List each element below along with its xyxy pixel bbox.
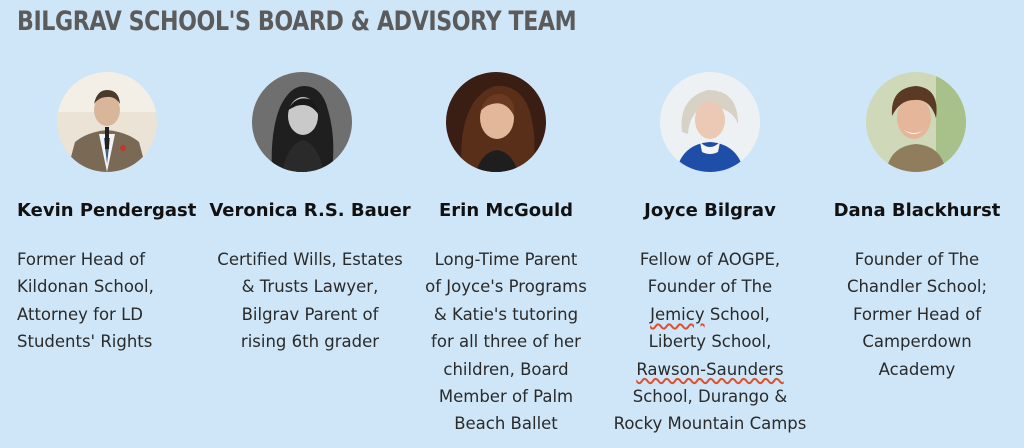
bio-line [605, 383, 815, 410]
slide-title: BILGRAV SCHOOL'S BOARD & ADVISORY TEAM [17, 6, 577, 37]
bio-text: School, Durango & [632, 387, 788, 407]
bio-line: of Joyce's Programs [425, 277, 587, 297]
bio-line: Former Head of [17, 250, 146, 269]
member-name: Veronica R.S. Bauer [209, 200, 411, 221]
bio-line: & Katie's tutoring [433, 304, 579, 324]
bio-line: Long-Time Parent [434, 250, 578, 269]
bio-line [605, 246, 815, 273]
woman-portrait-icon [446, 72, 546, 172]
member-name: Erin McGould [438, 200, 573, 221]
bio-line [605, 301, 815, 328]
bio-line: Bilgrav Parent of [241, 304, 379, 324]
member-bio [812, 246, 1022, 383]
bio-text: Founder of The [647, 277, 773, 297]
member-name: Joyce Bilgrav [644, 200, 776, 221]
bio-line [605, 356, 815, 383]
bio-line: Academy [878, 359, 956, 379]
bio-text: Rocky Mountain Camps [613, 414, 807, 434]
member-bio [17, 246, 227, 356]
bio-line: Students' Rights [17, 332, 153, 352]
member-name: Dana Blackhurst [833, 200, 1001, 221]
bio-line: Former Head of [852, 304, 982, 324]
member-card-erin-mcgould [401, 0, 611, 448]
bio-line [605, 410, 815, 437]
bio-text: School, [704, 304, 770, 324]
elderly-woman-portrait-icon [660, 72, 760, 172]
bio-line: & Trusts Lawyer, [241, 277, 379, 297]
bio-line [605, 273, 815, 300]
member-card-dana-blackhurst [812, 0, 1022, 448]
bio-line: Camperdown [862, 332, 972, 352]
bio-line: rising 6th grader [240, 332, 380, 352]
spellcheck-flagged-word[interactable]: Jemicy [650, 304, 705, 324]
bio-line: Founder of The [854, 250, 980, 269]
bio-line: Kildonan School, [17, 277, 154, 297]
bio-line: Member of Palm [438, 387, 574, 407]
spellcheck-flagged-word[interactable]: Rawson-Saunders [636, 359, 784, 379]
member-name: Kevin Pendergast [17, 200, 197, 221]
bio-line: Chandler School; [846, 277, 988, 297]
bio-text: Fellow of AOGPE, [639, 250, 781, 269]
member-bio [401, 246, 611, 438]
bio-line: Beach Ballet [454, 414, 558, 434]
member-bio [205, 246, 415, 356]
member-card-kevin-pendergast [17, 0, 227, 448]
member-card-joyce-bilgrav [605, 0, 815, 448]
man-portrait-icon [866, 72, 966, 172]
member-card-veronica-bauer [205, 0, 415, 448]
bio-line [605, 328, 815, 355]
woman-portrait-grayscale-icon [252, 72, 352, 172]
bio-text: Liberty School, [648, 332, 772, 352]
member-bio [605, 246, 815, 438]
bio-line: Certified Wills, Estates [217, 250, 403, 269]
bio-line: Attorney for LD [17, 304, 143, 324]
bio-line: for all three of her [431, 332, 581, 352]
bio-line: children, Board [443, 359, 569, 379]
man-in-suit-portrait-icon [57, 72, 157, 172]
